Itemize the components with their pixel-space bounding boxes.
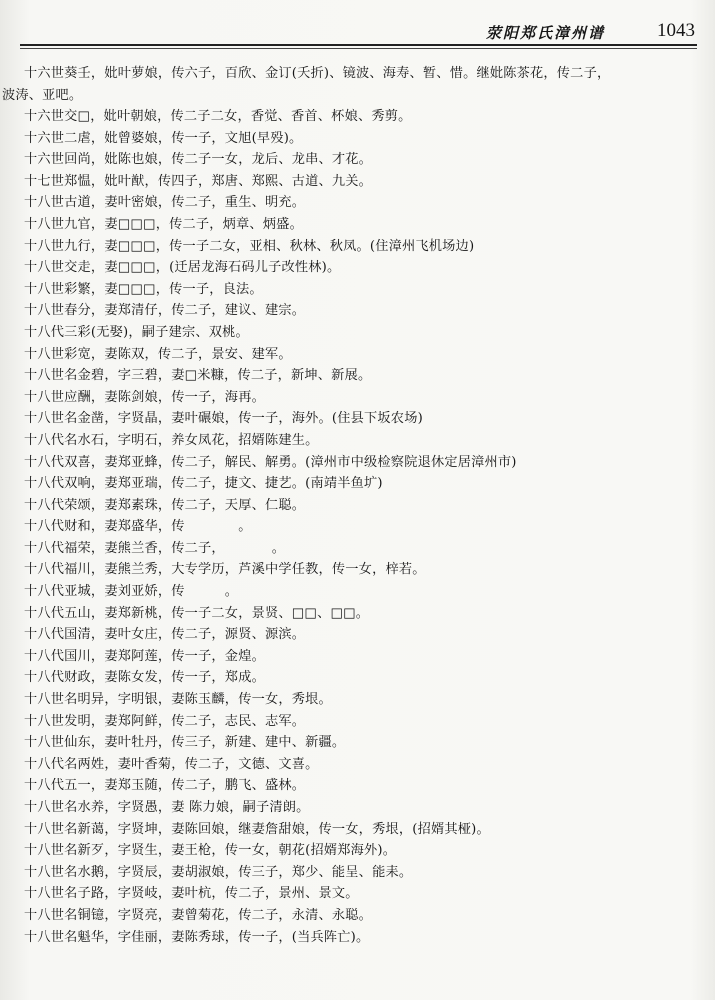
genealogy-entry: 十八世名铜镱，字贤亮，妻曾菊花，传二子，永清、永聪。 bbox=[24, 907, 373, 923]
header-rule bbox=[20, 44, 697, 46]
entry-text-continuation: 波涛、亚吧。 bbox=[2, 87, 83, 103]
genealogy-entry: 十七世郑愠，妣叶猷，传四子，郑唐、郑熙、古道、九关。 bbox=[24, 173, 373, 189]
genealogy-entry: 十八世彩繁，妻□□□，传一子，良法。 bbox=[24, 281, 263, 297]
genealogy-entry-list bbox=[2, 63, 684, 948]
page-number: 1043 bbox=[657, 20, 695, 41]
genealogy-entry: 十八世九官，妻□□□，传二子，炳章、炳盛。 bbox=[24, 216, 303, 232]
genealogy-entry: 十八世古道，妻叶密娘，传二子，重生、明充。 bbox=[24, 195, 306, 211]
genealogy-entry: 十八世名子路，字贤岐，妻叶杭，传二子，景州、景文。 bbox=[24, 886, 359, 902]
genealogy-entry: 十八世应酬，妻陈剑娘，传一子，海再。 bbox=[24, 389, 265, 405]
genealogy-entry: 十八代双响，妻郑亚瑞，传二子，捷文、捷艺。(南靖半鱼圹) bbox=[24, 476, 383, 492]
genealogy-entry: 十八世九行，妻□□□，传一子二女，亚相、秋林、秋凤。(住漳州飞机场边) bbox=[24, 238, 475, 254]
genealogy-entry: 十八世发明，妻郑阿鲜，传二子，志民、志军。 bbox=[24, 713, 306, 729]
genealogy-entry: 十八代荣颂，妻郑素珠，传二子，天厚、仁聪。 bbox=[24, 497, 306, 513]
genealogy-entry: 十八世名金凿，字贤晶，妻叶碾娘，传一子，海外。(住县下坂农场) bbox=[24, 411, 423, 427]
genealogy-entry: 十八世仙东，妻叶牡丹，传三子，新建、建中、新疆。 bbox=[24, 735, 346, 751]
genealogy-entry: 十八世名金碧，字三碧，妻□米糠，传二子，新坤、新展。 bbox=[24, 368, 372, 384]
genealogy-entry: 十八世名水养，字贤愚，妻 陈力娘，嗣子清朗。 bbox=[24, 800, 310, 815]
genealogy-entry: 十八代五山，妻郑新桃，传一子二女，景贤、□□、□□。 bbox=[24, 605, 370, 621]
genealogy-entry: 十八世名水鹅，字贤辰，妻胡淑娘，传三子，郑少、能呈、能耒。 bbox=[24, 864, 413, 880]
genealogy-entry: 十八代亚城，妻刘亚娇，传 。 bbox=[24, 584, 239, 600]
genealogy-entry: 十八代财政，妻陈女发，传一子，郑成。 bbox=[24, 670, 265, 686]
genealogy-entry: 十八代名水石，字明石，养女凤花，招婿陈建生。 bbox=[24, 432, 319, 448]
genealogy-entry: 十八世名新歹，字贤生，妻王枪，传一女，朝花(招婿郑海外)。 bbox=[24, 843, 397, 859]
genealogy-entry: 十八代国川，妻郑阿莲，传一子，金煌。 bbox=[24, 648, 265, 664]
genealogy-entry: 十八世名新蔼，字贤坤，妻陈回娘，继妻詹甜娘，传一女，秀垠，(招婿其桠)。 bbox=[24, 821, 490, 837]
genealogy-entry: 十六世二虐，妣曾婆娘，传一子，文旭(早殁)。 bbox=[24, 130, 303, 146]
genealogy-entry: 十八代双喜，妻郑亚蜂，传二子，解民、解勇。(漳州市中级检察院退休定居漳州市) bbox=[24, 454, 517, 470]
genealogy-entry: 十八代国清，妻叶女庄，传二子，源贤、源滨。 bbox=[24, 627, 306, 643]
genealogy-entry: 十八代五一，妻郑玉随，传二子，鹏飞、盛林。 bbox=[24, 778, 306, 794]
genealogy-entry: 十八世交走，妻□□□，(迁居龙海石码儿子改性林)。 bbox=[24, 260, 341, 276]
genealogy-entry: 十八代福川，妻熊兰秀，大专学历，芦溪中学任教，传一女，梓若。 bbox=[24, 562, 426, 578]
genealogy-entry: 十八世彩宽，妻陈双，传二子，景安、建军。 bbox=[24, 346, 292, 362]
genealogy-entry: 十八代福荣，妻熊兰香，传二子， 。 bbox=[24, 540, 286, 556]
genealogy-entry: 十八代财和，妻郑盛华，传 。 bbox=[24, 519, 252, 535]
genealogy-entry: 十六世回尚，妣陈也娘，传二子一女，龙后、龙串、才花。 bbox=[24, 152, 373, 168]
genealogy-entry bbox=[2, 63, 684, 106]
genealogy-entry: 十八世名明异，字明银，妻陈玉麟，传一女，秀垠。 bbox=[24, 692, 332, 708]
genealogy-entry: 十八代三彩(无娶)，嗣子建宗、双桃。 bbox=[24, 324, 249, 340]
header-rule-thin bbox=[20, 48, 697, 49]
genealogy-entry: 十八代名两姓，妻叶香菊，传二子，文德、文喜。 bbox=[24, 756, 319, 772]
genealogy-entry: 十八世名魁华，字佳丽，妻陈秀球，传一子，(当兵阵亡)。 bbox=[24, 929, 370, 945]
page-header bbox=[20, 20, 697, 42]
genealogy-entry: 十六世交□，妣叶朝娘，传二子二女，香觉、香首、杯娘、秀剪。 bbox=[24, 109, 412, 124]
running-title: 荥阳郑氏漳州谱 bbox=[485, 24, 605, 42]
genealogy-entry: 十八世春分，妻郑清仔，传二子，建议、建宗。 bbox=[24, 303, 306, 319]
entry-text: 十六世葵壬，妣叶萝娘，传六子，百欣、金订(夭折)、镜波、海寿、暂、惜。继妣陈茶花，传二子， bbox=[24, 66, 611, 81]
